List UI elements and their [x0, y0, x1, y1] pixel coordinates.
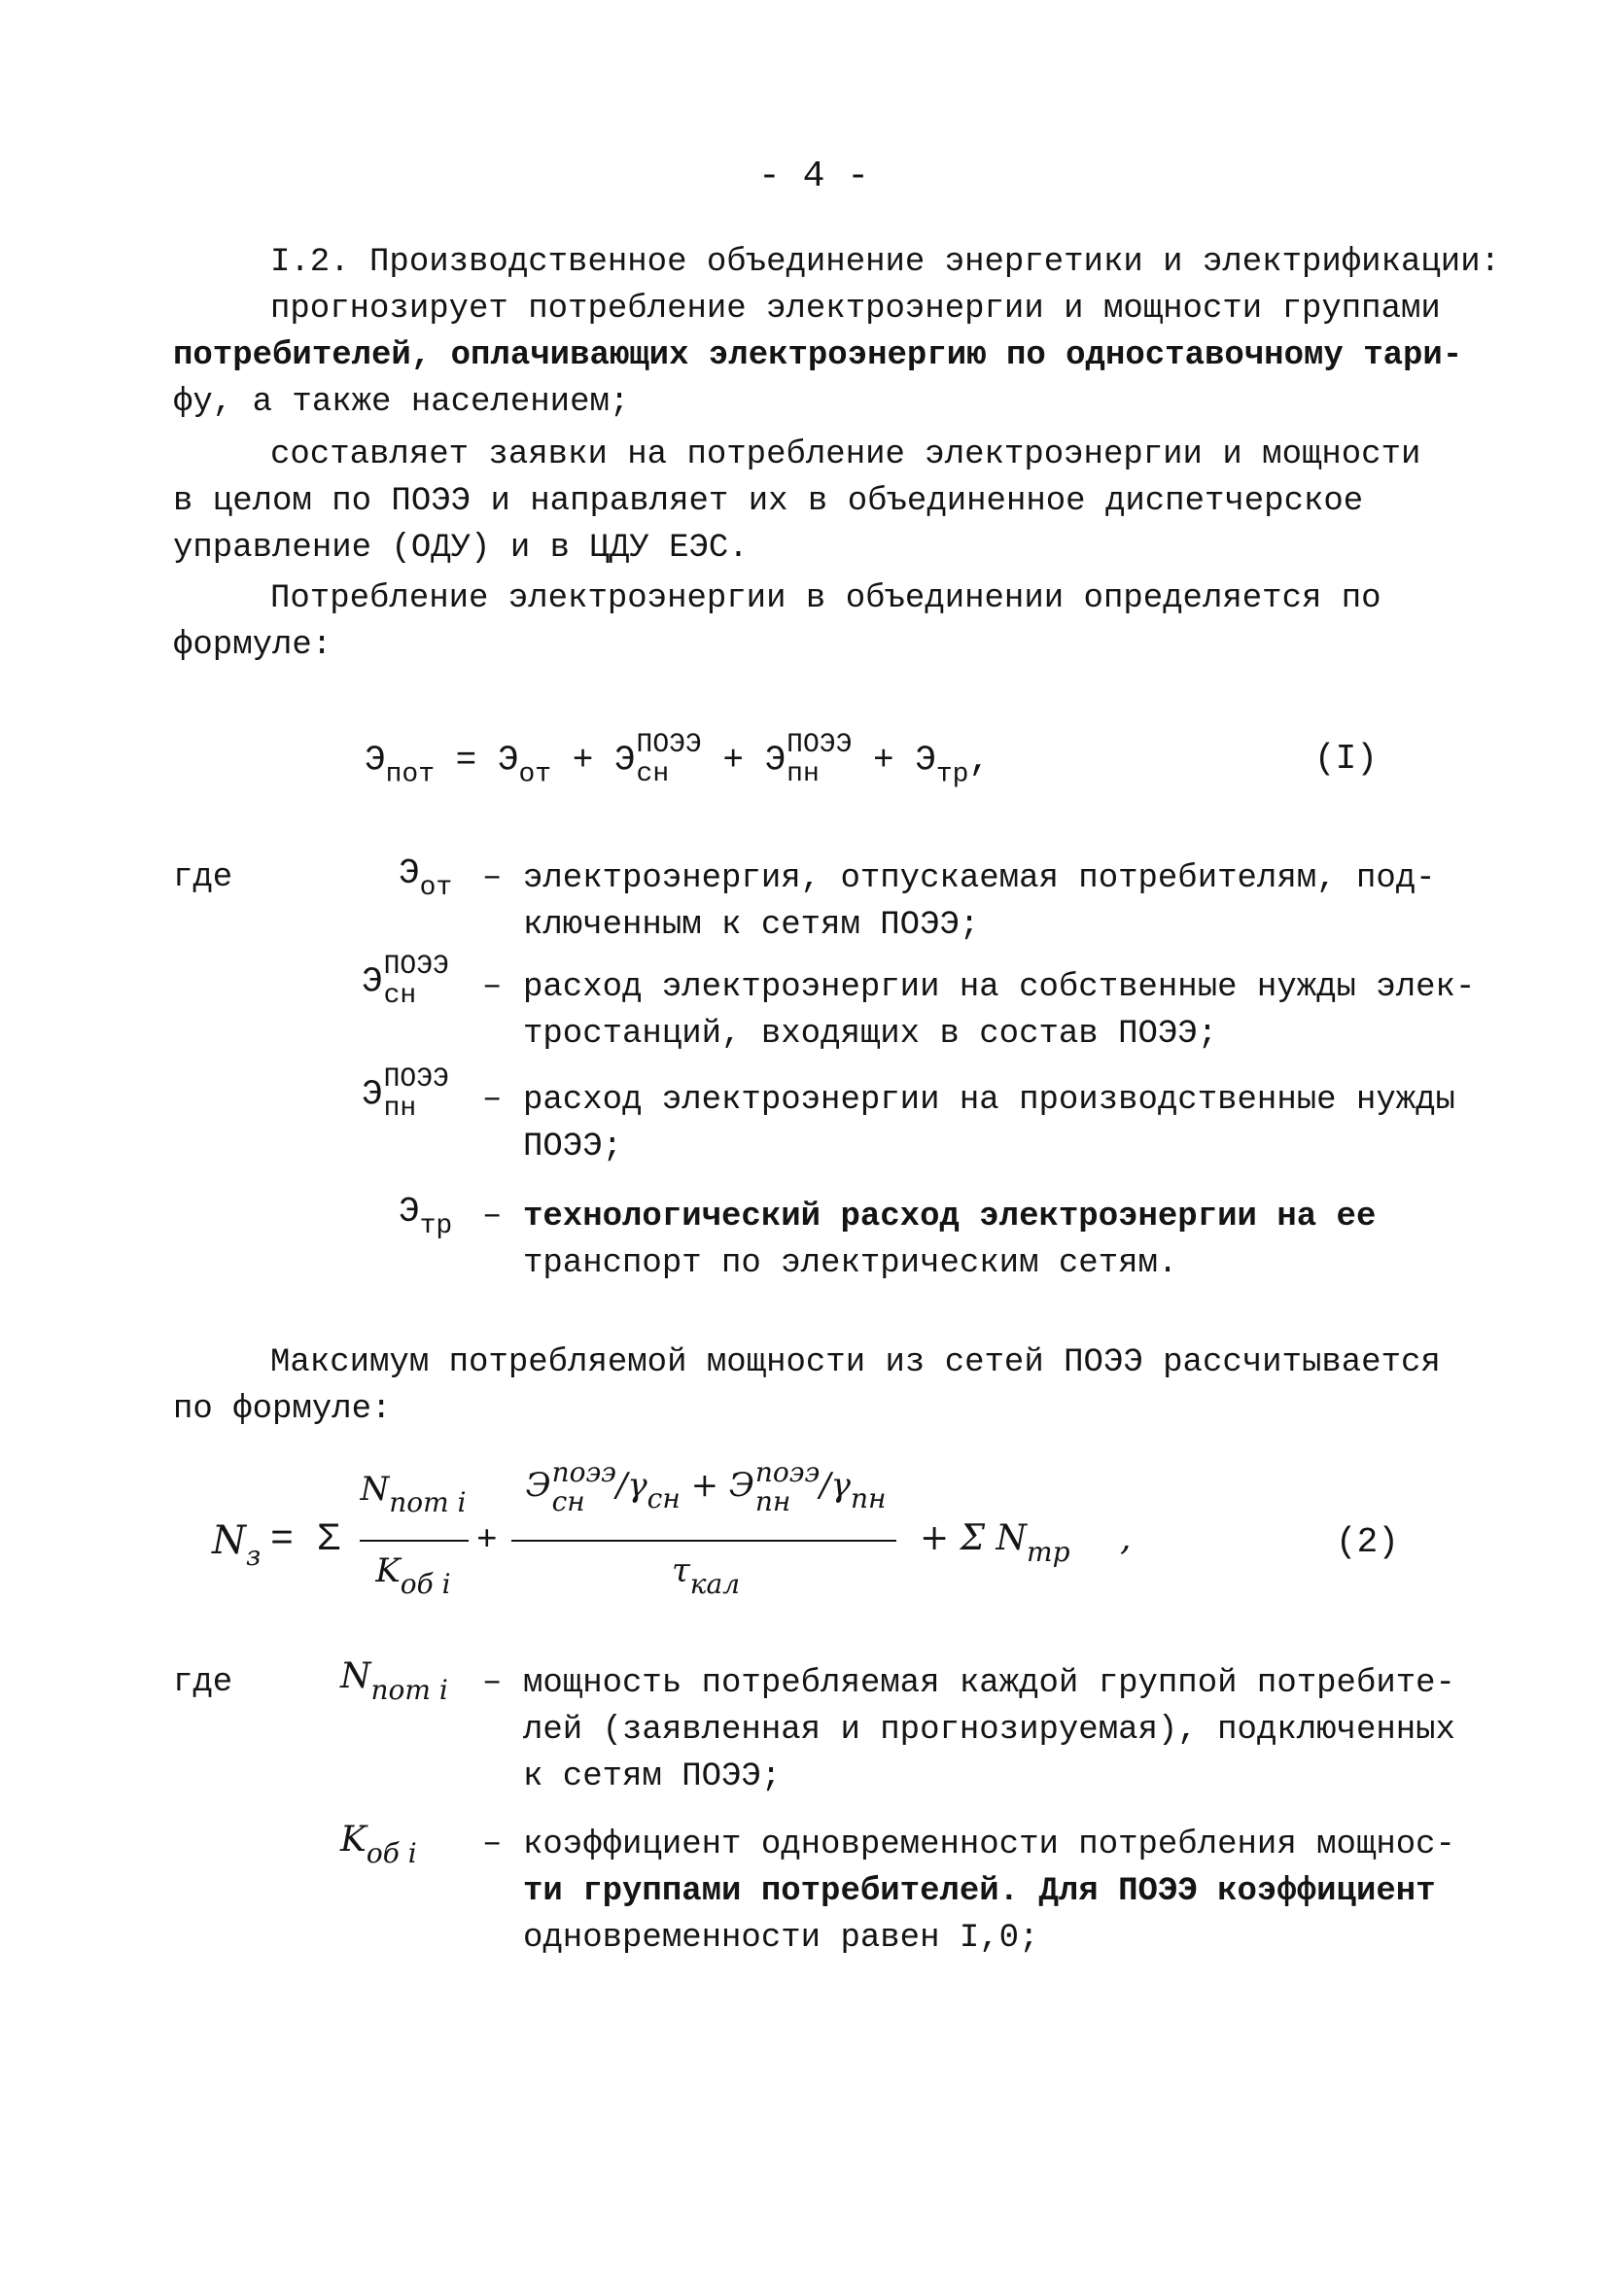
fraction-2-numerator: Э поээ сн $/\gamma_{сн} + Э$ поээ пн $/\gamma_{пн}$ [525, 1456, 887, 1517]
paragraph-line: прогнозирует потребление электроэнергии и мощности группами [270, 291, 1441, 328]
definition-text: технологический расход электроэнергии на ее транспорт по электрическим сетям. [523, 1199, 1377, 1282]
paragraph-line: потребителей, оплачивающих электроэнергию по одноставочному тари- [173, 337, 1463, 374]
fraction-bar [360, 1540, 469, 1542]
paragraph-line: по формуле: [173, 1391, 392, 1428]
dash: – [482, 1826, 503, 1862]
symbol-n-pot: $N_{пот i}$ [340, 1656, 448, 1706]
dash: – [482, 859, 503, 896]
formula-number: (I) [1314, 739, 1378, 779]
formula-2-tail: + Σ $N_{тр}$ , [920, 1518, 1132, 1568]
paragraph-line: составляет заявки на потребление электроэнергии и мощности [270, 436, 1421, 473]
dash: – [482, 1664, 503, 1701]
paragraph-line: Максимум потребляемой мощности из сетей ПОЭЭ рассчитывается [270, 1344, 1441, 1381]
fraction-bar [511, 1540, 896, 1542]
fraction-2-denominator: $\tau_{кал}$ [671, 1551, 741, 1600]
fraction-1-denominator: $K_{об i}$ [375, 1551, 451, 1600]
paragraph-line: фу, а также населением; [173, 384, 630, 421]
symbol-e-sn: Э ПОЭЭ сн [362, 952, 449, 1011]
definition-text: мощность потребляемая каждой группой потребите- лей (заявленная и прогнозируемая), подключенных к сетям ПОЭЭ; [523, 1665, 1455, 1795]
paragraph-line: формуле: [173, 627, 332, 664]
paragraph-line: Потребление электроэнергии в объединении определяется по [270, 580, 1381, 617]
definition-text: электроэнергия, отпускаемая потребителям, под- ключенным к сетям ПОЭЭ; [523, 860, 1436, 944]
dash: – [482, 968, 503, 1005]
fraction-1-numerator: $N_{пот i}$ [360, 1470, 467, 1518]
definition-text: расход электроэнергии на собственные нужды элек- тростанций, входящих в состав ПОЭЭ; [523, 969, 1476, 1053]
page-number: - 4 - [758, 156, 870, 197]
definition-text: расход электроэнергии на производственные нужды ПОЭЭ; [523, 1082, 1455, 1165]
dash: – [482, 1198, 503, 1235]
paragraph-line: управление (ОДУ) и в ЦДУ ЕЭС. [173, 530, 749, 567]
formula-number: (2) [1336, 1522, 1399, 1562]
section-heading: I.2. Производственное объединение энергетики и электрификации: [270, 244, 1501, 281]
symbol-e-pn: Э ПОЭЭ пн [362, 1064, 449, 1124]
formula-2-plus: + [476, 1520, 498, 1560]
symbol-k-ob: $K_{об i}$ [340, 1820, 417, 1869]
symbol-e-ot: $Э_{от}$ [399, 853, 453, 903]
paragraph-line: в целом по ПОЭЭ и направляет их в объединенное диспетчерское [173, 483, 1364, 520]
where-label: где [173, 1664, 233, 1701]
dash: – [482, 1081, 503, 1118]
where-label: где [173, 859, 233, 896]
formula-2-lhs: $N_з$ [212, 1518, 262, 1572]
formula-2-eq: = Σ [270, 1518, 341, 1562]
formula-1: $Э_{пот} = Э_{от} + Э$ ПОЭЭ сн + Э ПОЭЭ пн + $Э_{тр}$, [365, 730, 991, 790]
definition-text: коэффициент одновременности потребления мощнос- ти группами потребителей. Для ПОЭЭ коэффициент одновременности равен I,0; [523, 1826, 1455, 1957]
symbol-e-tr: $Э_{тр}$ [399, 1192, 453, 1241]
